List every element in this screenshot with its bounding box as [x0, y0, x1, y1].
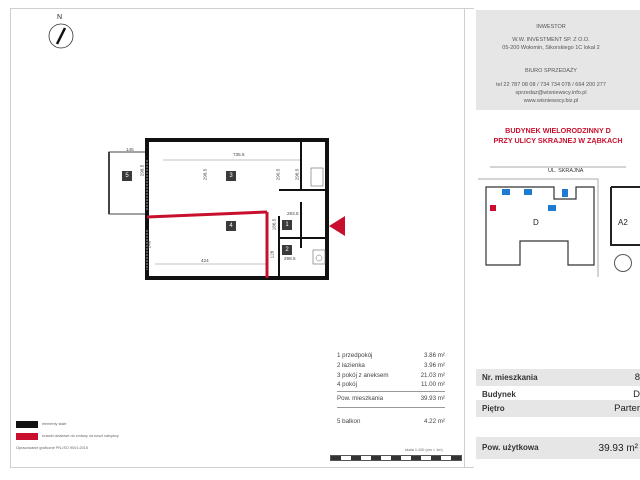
dim-kitchen-height: 290.5 [275, 168, 281, 181]
investor-company: W.W. INVESTMENT SP. Z O.O. [512, 37, 590, 43]
floor-plan [95, 130, 355, 290]
dim-room4-width: 424 [201, 258, 209, 263]
site-compass-icon [614, 254, 632, 272]
legend-note: Opracowanie graficzne PN-ISO 9001:2015 [16, 446, 88, 450]
dim-right-height: 298.5 [294, 168, 300, 181]
apt-number-value: 8 [634, 372, 640, 383]
frame-bottom [10, 467, 474, 468]
project-title-line1: BUDYNEK WIELORODZINNY D [505, 126, 611, 135]
info-row-area [476, 437, 640, 459]
sales-heading: BIURO SPRZEDAŻY [525, 68, 577, 74]
site-street-label: UL. SKRAJNA [548, 168, 584, 174]
dim-balcony-width: 145 [126, 147, 134, 152]
room-name: 1 przedpokój [337, 352, 373, 359]
room-name: 2 łazienka [337, 362, 365, 369]
room-tag-1: 1 [282, 220, 292, 230]
room-tag-5: 5 [122, 171, 132, 181]
total-label: Pow. mieszkania [337, 395, 384, 402]
investor-address: 05-200 Wołomin, Sikorskiego 1C lokal 2 [502, 45, 600, 51]
dim-hall-width: 283.5 [287, 211, 299, 216]
compass-icon [44, 16, 78, 50]
dim-room4-height: 240 [146, 240, 152, 249]
apt-floor-value: Parter [614, 403, 640, 414]
area-divider [337, 407, 445, 408]
scale-bar [330, 455, 462, 461]
project-title-line2: PRZY ULICY SKRAJNEJ W ZĄBKACH [493, 136, 623, 145]
balcony-label: 5 balkon [337, 418, 361, 425]
room-area: 3.86 m² [424, 352, 445, 359]
legend-partition-label: ścianki działowe do zmiany na koszt nabywcy [42, 434, 119, 438]
site-building-a2: A2 [618, 218, 628, 227]
frame-top [10, 8, 474, 9]
scale-label: skala 1:100 (cm = 1m) [405, 448, 443, 452]
info-row-number [476, 369, 640, 386]
legend-fixed-label: elementy stałe [42, 422, 67, 426]
apt-floor-label: Piętro [482, 404, 505, 413]
dim-bath-height: 128 [269, 250, 275, 259]
area-divider [337, 391, 445, 392]
apt-building-label: Budynek [482, 390, 516, 399]
room-tag-3-main: 3 [226, 171, 236, 181]
room-area: 3.96 m² [424, 362, 445, 369]
balcony-outline [109, 152, 147, 214]
room-tag-2: 2 [282, 245, 292, 255]
room-name: 4 pokój [337, 381, 357, 388]
legend-swatch-partition [16, 433, 38, 440]
apt-building-value: D [633, 389, 640, 400]
frame-left [10, 8, 11, 468]
apt-area-value: 39.93 m² [598, 443, 638, 454]
compass-north-label: N [57, 14, 63, 21]
compass [44, 16, 78, 50]
dim-bath-width: 298.5 [284, 256, 296, 261]
room-area: 21.03 m² [420, 372, 445, 379]
sales-website: www.wisniewscy.biz.pl [523, 98, 579, 104]
total-value: 39.93 m² [420, 395, 445, 402]
room-area: 11.00 m² [421, 381, 445, 388]
room-tag-4: 4 [226, 221, 236, 231]
site-building-d: D [533, 218, 539, 227]
sales-phones: tel 22 787 08 08 / 734 734 078 / 664 200 277 [496, 82, 606, 88]
legend-swatch-fixed [16, 421, 38, 428]
dim-balcony-height: 298.5 [139, 164, 145, 177]
dim-room3-height: 298.5 [202, 168, 208, 181]
sales-email: sprzedaz@wisniewscy.info.pl [515, 90, 587, 96]
dim-room-width: 735.5 [233, 152, 245, 157]
apt-area-label: Pow. użytkowa [482, 443, 539, 452]
dim-hall-height: 186.5 [271, 218, 277, 231]
investor-heading: INWESTOR [536, 24, 566, 30]
info-row-floor [476, 400, 640, 417]
partition-wall-horizontal [147, 212, 267, 217]
investor-panel [476, 10, 640, 110]
room-name: 3 pokój z aneksem [337, 372, 389, 379]
frame-divider [464, 8, 465, 468]
balcony-value: 4.22 m² [424, 418, 445, 425]
apt-number-label: Nr. mieszkania [482, 373, 538, 382]
entrance-arrow-icon [329, 216, 345, 236]
